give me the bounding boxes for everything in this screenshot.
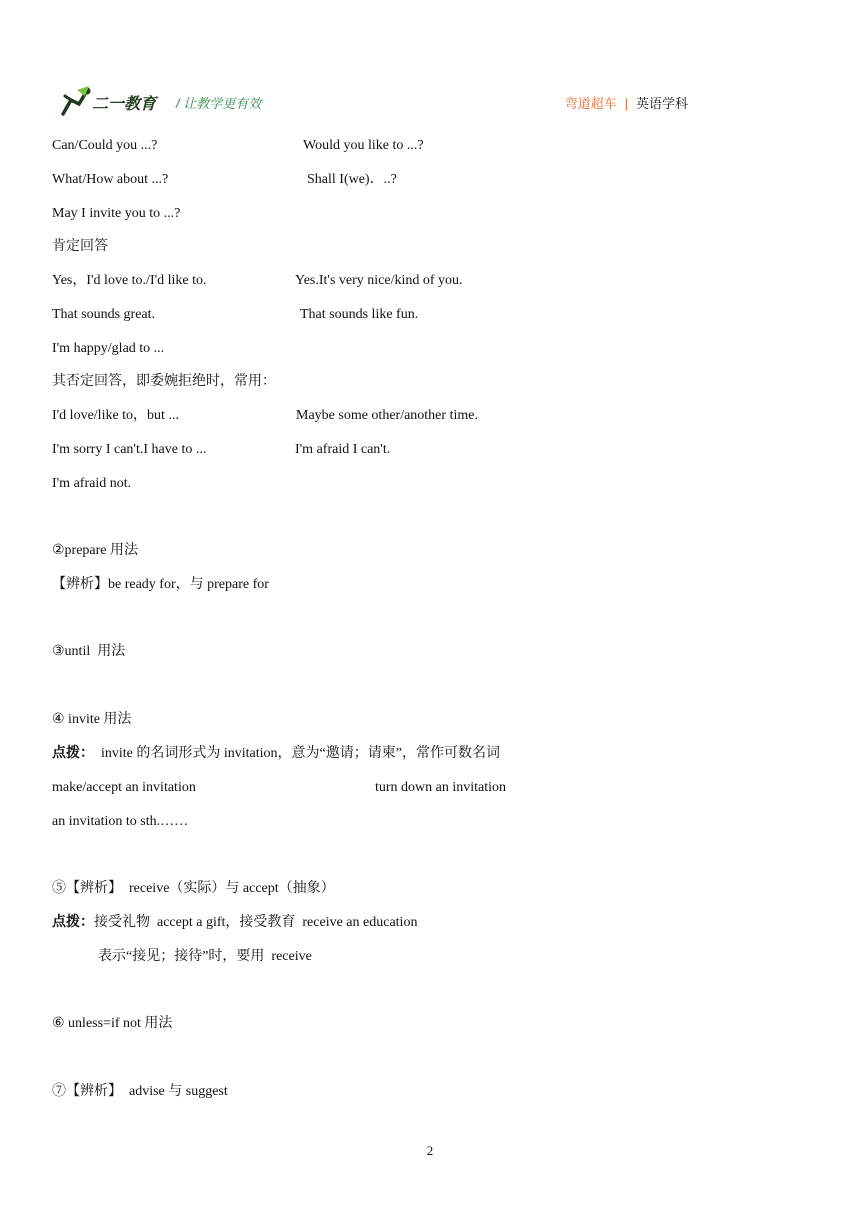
positive-reply-heading: 肯定回答 [52,239,108,254]
header-subject-label: 英语学科 [635,96,688,111]
negative-reply-heading: 其否定回答，即委婉拒绝时，常用： [52,374,276,389]
header-tagline: 弯道超车 [564,96,617,111]
negative-line-3: I'm afraid not. [52,476,132,491]
expr-line-1b: Would you like to ...? [303,138,424,153]
positive-line-2a: That sounds great. [52,307,156,322]
positive-line-1b: Yes.It's very nice/kind of you. [295,273,463,288]
receive-tip [52,914,417,932]
unless-heading: ⑥ unless=if not 用法 [52,1016,173,1031]
invite-tip [52,745,500,763]
page-number: 2 [426,1143,434,1158]
invite-phrase-2: turn down an invitation [375,780,507,795]
positive-line-1a: Yes，I'd love to./I'd like to. [52,273,207,288]
invite-phrase-1: make/accept an invitation [52,780,196,795]
advise-heading: ⑦【辨析】 advise 与 suggest [52,1084,228,1099]
receive-tip-text: 接受礼物 accept a gift，接受教育 receive an education [94,915,418,930]
positive-line-2b: That sounds like fun. [300,307,419,322]
negative-line-1b: Maybe some other/another time. [296,408,478,423]
negative-line-2b: I'm afraid I can't. [295,442,391,457]
header-slogan: / 让教学更有效 [176,96,262,111]
receive-heading: ⑤【辨析】 receive（实际）与 accept（抽象） [52,881,335,896]
invite-phrase-3: an invitation to sth.…… [52,814,189,829]
header-subject [565,93,688,112]
logo-text: 二一教育 [92,96,157,113]
receive-extra: 表示“接见；接待”时，要用 receive [98,949,312,964]
negative-line-1a: I'd love/like to，but ... [52,408,179,423]
until-heading: ③until 用法 [52,644,126,659]
prepare-note: 【辨析】be ready for，与 prepare for [52,577,269,592]
expr-line-2a: What/How about ...? [52,172,169,187]
negative-line-2a: I'm sorry I can't.I have to ... [52,442,207,457]
invite-heading: ④ invite 用法 [52,712,132,727]
prepare-heading: ②prepare 用法 [52,543,139,558]
receive-tip-label: 点拨： [52,915,94,930]
expr-line-3: May I invite you to ...? [52,206,181,221]
expr-line-2b: Shall I(we)．..? [307,172,397,187]
invite-tip-text: invite 的名词形式为 invitation，意为“邀请；请柬”，常作可数名词 [94,746,500,761]
header-separator: | [624,96,628,111]
invite-tip-label: 点拨： [52,746,94,761]
expr-line-1a: Can/Could you ...? [52,138,158,153]
page-header [0,0,860,125]
positive-line-3: I'm happy/glad to ... [52,341,165,356]
